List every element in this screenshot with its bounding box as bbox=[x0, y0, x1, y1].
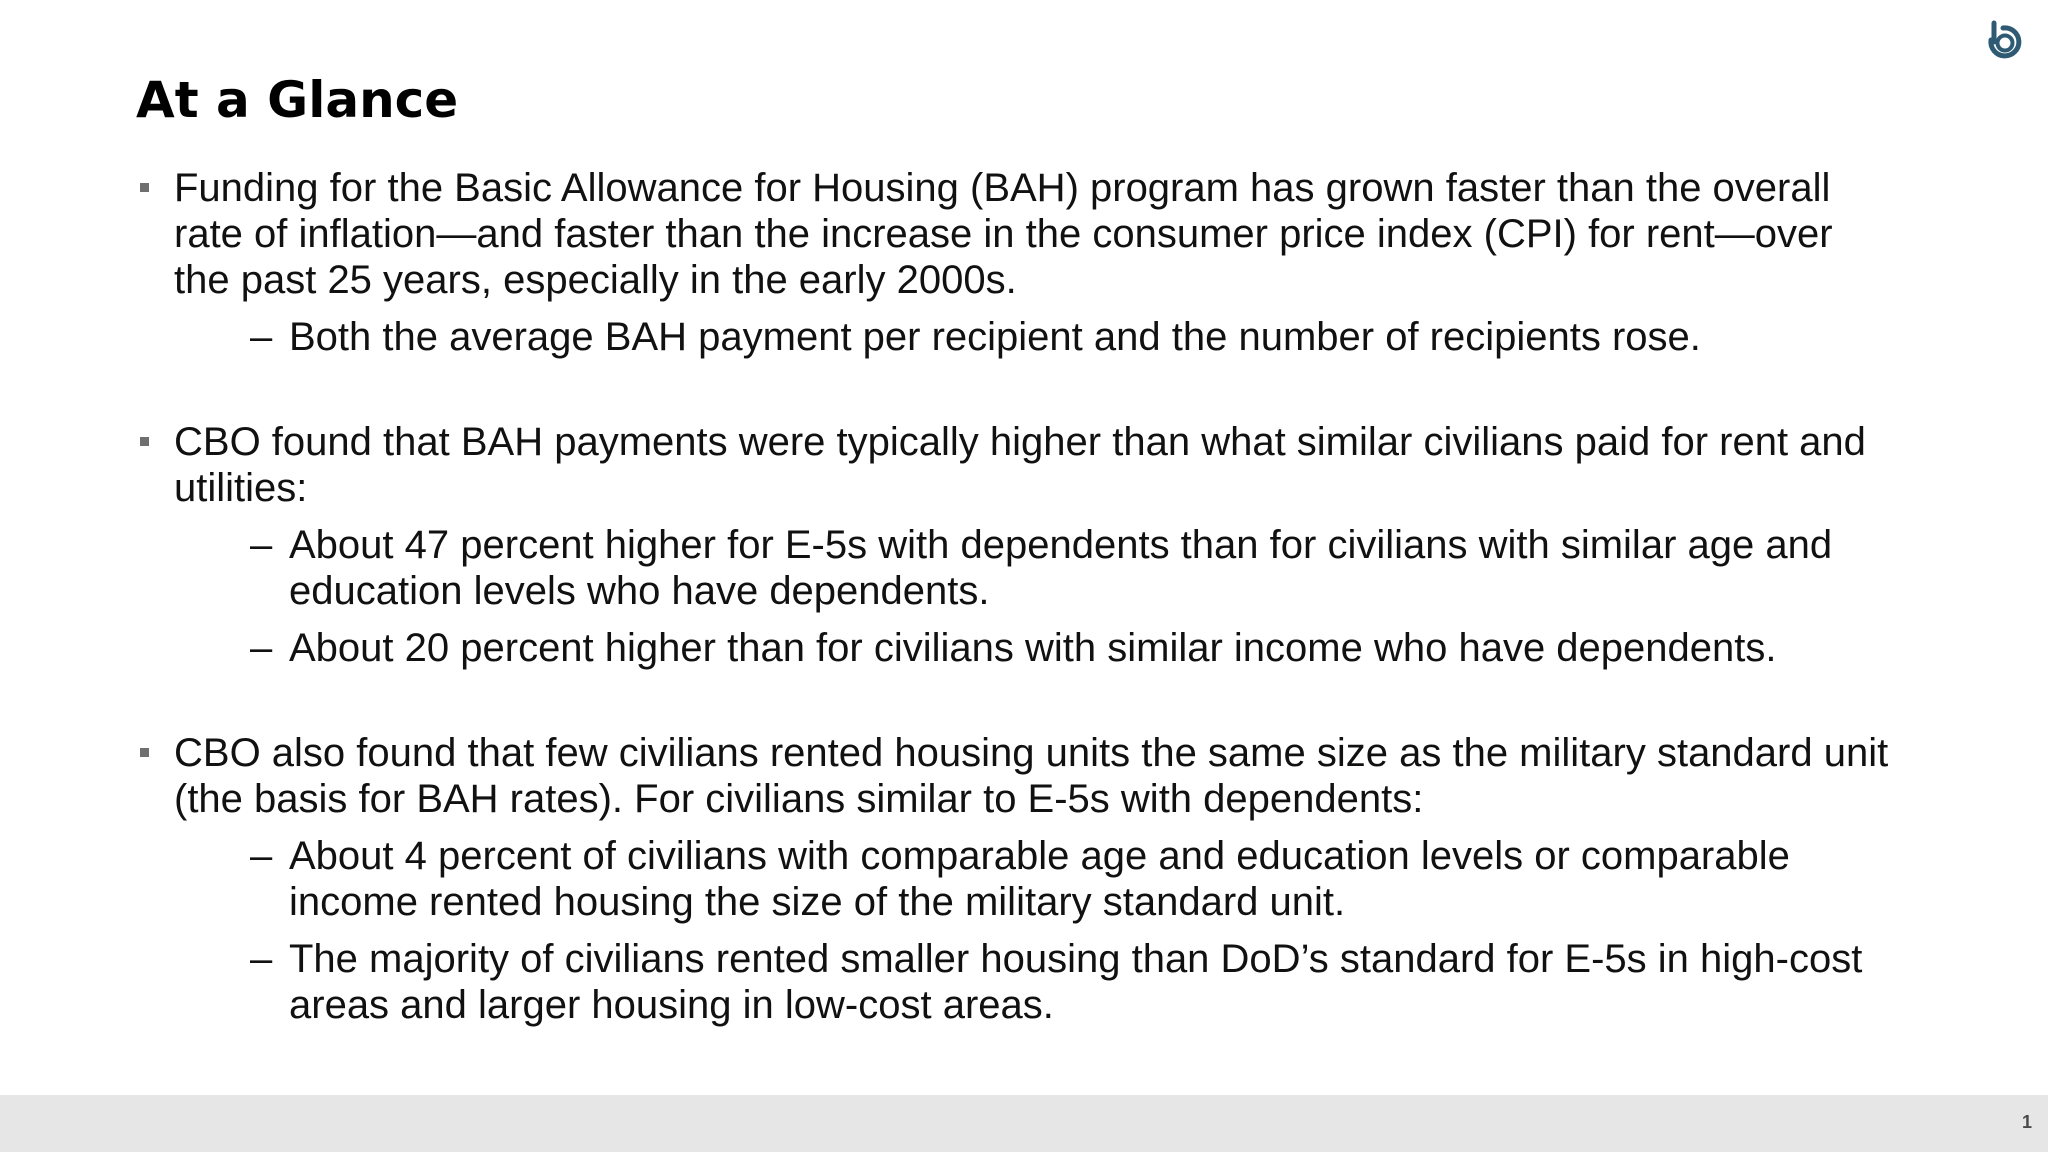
dash-bullet-icon: – bbox=[250, 626, 273, 670]
dash-bullet-icon: – bbox=[250, 937, 273, 981]
dash-bullet-icon: – bbox=[250, 834, 273, 878]
sub-bullet-item bbox=[174, 936, 1896, 1028]
sub-bullet-text: Both the average BAH payment per recipient and the number of recipients rose. bbox=[289, 315, 1701, 359]
sub-bullet-item bbox=[174, 625, 1896, 671]
bullet-item bbox=[136, 730, 1896, 1028]
bullet-text: CBO found that BAH payments were typically higher than what similar civilians paid for rent and utilities: bbox=[174, 420, 1866, 510]
slide-title: At a Glance bbox=[136, 71, 459, 129]
bullet-item bbox=[136, 419, 1896, 671]
bullet-text: Funding for the Basic Allowance for Housing (BAH) program has grown faster than the overall rate of inflation—and faster than the increase in the consumer price index (CPI) for rent—over the past 25 years, especially in the early 2000s. bbox=[174, 166, 1833, 302]
square-bullet-icon bbox=[140, 183, 149, 192]
sub-bullet-item bbox=[174, 833, 1896, 925]
bullet-list bbox=[136, 165, 1896, 1028]
footer-bar bbox=[0, 1095, 2048, 1152]
bullet-text: CBO also found that few civilians rented housing units the same size as the military standard unit (the basis for BAH rates). For civilians similar to E-5s with dependents: bbox=[174, 731, 1889, 821]
sub-bullet-item bbox=[174, 314, 1896, 360]
square-bullet-icon bbox=[140, 748, 149, 757]
dash-bullet-icon: – bbox=[250, 315, 273, 359]
bullet-item bbox=[136, 165, 1896, 360]
dash-bullet-icon: – bbox=[250, 523, 273, 567]
sub-bullet-text: The majority of civilians rented smaller housing than DoD’s standard for E-5s in high-cost areas and larger housing in low-cost areas. bbox=[289, 937, 1863, 1027]
sub-bullet-text: About 20 percent higher than for civilians with similar income who have dependents. bbox=[289, 626, 1777, 670]
sub-bullet-item bbox=[174, 522, 1896, 614]
cbo-logo-icon bbox=[1983, 20, 2027, 64]
sub-bullet-text: About 47 percent higher for E-5s with dependents than for civilians with similar age and education levels who have dependents. bbox=[289, 523, 1833, 613]
page-number: 1 bbox=[2021, 1112, 2032, 1132]
square-bullet-icon bbox=[140, 437, 149, 446]
sub-bullet-text: About 4 percent of civilians with comparable age and education levels or comparable income rented housing the size of the military standard unit. bbox=[289, 834, 1790, 924]
